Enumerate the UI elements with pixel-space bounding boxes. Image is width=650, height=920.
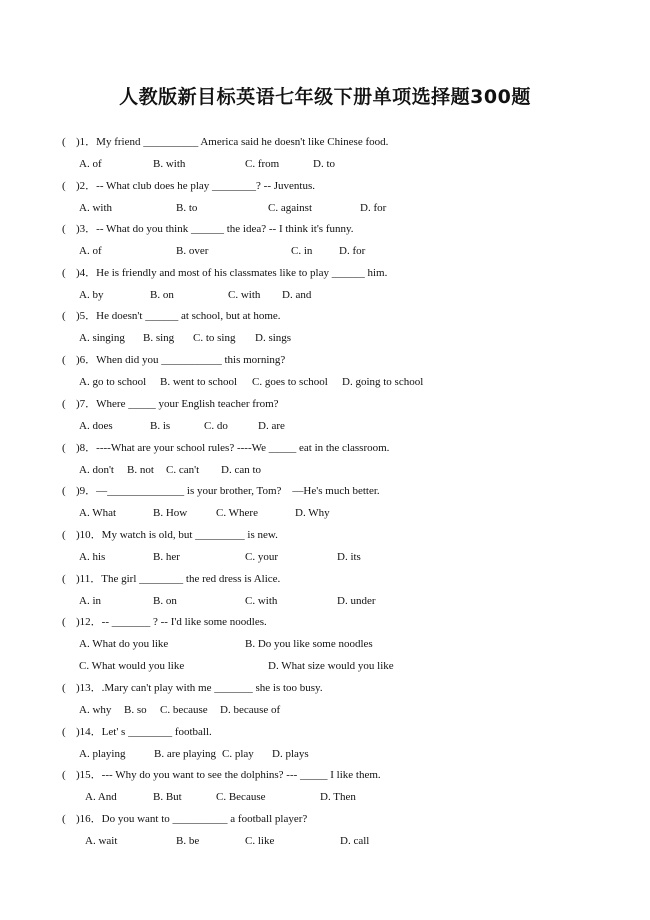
question-13-option-b: B. so [124, 704, 147, 716]
question-4-option-c: C. with [228, 289, 261, 301]
question-11-option-d: D. under [337, 595, 376, 607]
answer-blank-paren: ( [62, 485, 66, 497]
question-14-option-b: B. are playing [154, 748, 217, 760]
question-1-option-a: A. of [79, 158, 102, 170]
question-5-option-d: D. sings [255, 332, 292, 344]
question-9-option-b: B. How [153, 507, 188, 519]
question-12-option-c: C. What would you like [79, 660, 185, 672]
answer-blank-paren: ( [62, 769, 66, 781]
question-15-option-b: B. But [153, 791, 182, 803]
question-text: )15．--- Why do you want to see the dolphins? --- _____ I like them. [76, 769, 381, 781]
question-text: )11．The girl ________ the red dress is Alice. [76, 573, 281, 585]
question-5-option-a: A. singing [79, 332, 125, 344]
question-16-option-c: C. like [245, 835, 275, 847]
question-13-option-a: A. why [79, 704, 112, 716]
question-9-option-d: D. Why [295, 507, 330, 519]
question-1-option-c: C. from [245, 158, 280, 170]
question-14-option-d: D. plays [272, 748, 309, 760]
question-7-option-a: A. does [79, 420, 113, 432]
question-7-option-c: C. do [204, 420, 228, 432]
question-text: )6．When did you ___________ this morning? [76, 354, 286, 366]
question-8-option-b: B. not [127, 464, 154, 476]
question-4-option-a: A. by [79, 289, 104, 301]
question-4-option-b: B. on [150, 289, 174, 301]
answer-blank-paren: ( [62, 682, 66, 694]
question-9-option-c: C. Where [216, 507, 258, 519]
question-10-option-b: B. her [153, 551, 180, 563]
question-15-option-d: D. Then [320, 791, 356, 803]
question-text: )1．My friend __________ America said he doesn't like Chinese food. [76, 136, 389, 148]
answer-blank-paren: ( [62, 726, 66, 738]
question-15-option-a: A. And [85, 791, 117, 803]
question-2-option-d: D. for [360, 202, 387, 214]
question-9-option-a: A. What [79, 507, 117, 519]
question-12-option-b: B. Do you like some noodles [245, 638, 373, 650]
question-text: )12．-- _______ ? -- I'd like some noodles. [76, 616, 267, 628]
question-1-option-d: D. to [313, 158, 335, 170]
question-5-option-b: B. sing [143, 332, 175, 344]
question-16-option-a: A. wait [85, 835, 118, 847]
question-3-option-c: C. in [291, 245, 313, 257]
question-10-option-d: D. its [337, 551, 361, 563]
question-8-option-d: D. can to [221, 464, 262, 476]
question-text: )16．Do you want to __________ a football player? [76, 813, 308, 825]
answer-blank-paren: ( [62, 136, 66, 148]
question-11-option-b: B. on [153, 595, 177, 607]
answer-blank-paren: ( [62, 573, 66, 585]
question-2-option-c: C. against [268, 202, 312, 214]
question-text: )10．My watch is old, but _________ is new. [76, 529, 278, 541]
page-title: 人教版新目标英语七年级下册单项选择题300题 [119, 86, 531, 108]
answer-blank-paren: ( [62, 267, 66, 279]
question-7-option-d: D. are [258, 420, 285, 432]
answer-blank-paren: ( [62, 442, 66, 454]
question-6-option-d: D. going to school [342, 376, 424, 388]
question-5-option-c: C. to sing [193, 332, 236, 344]
answer-blank-paren: ( [62, 398, 66, 410]
question-text: )13．.Mary can't play with me _______ she is too busy. [76, 682, 323, 694]
question-text: )5．He doesn't ______ at school, but at home. [76, 310, 281, 322]
answer-blank-paren: ( [62, 310, 66, 322]
question-text: )2．-- What club does he play ________? -- Juventus. [76, 180, 315, 192]
question-text: )14．Let' s ________ football. [76, 726, 212, 738]
answer-blank-paren: ( [62, 813, 66, 825]
question-16-option-b: B. be [176, 835, 200, 847]
question-12-option-a: A. What do you like [79, 638, 169, 650]
question-text: )8．----What are your school rules? ----We _____ eat in the classroom. [76, 442, 390, 454]
question-15-option-c: C. Because [216, 791, 266, 803]
question-14-option-a: A. playing [79, 748, 126, 760]
answer-blank-paren: ( [62, 616, 66, 628]
question-12-option-d: D. What size would you like [268, 660, 394, 672]
answer-blank-paren: ( [62, 223, 66, 235]
question-14-option-c: C. play [222, 748, 254, 760]
question-3-option-a: A. of [79, 245, 102, 257]
question-6-option-c: C. goes to school [252, 376, 328, 388]
question-text: )4．He is friendly and most of his classmates like to play ______ him. [76, 267, 388, 279]
answer-blank-paren: ( [62, 354, 66, 366]
question-6-option-a: A. go to school [79, 376, 147, 388]
question-11-option-c: C. with [245, 595, 278, 607]
question-6-option-b: B. went to school [160, 376, 237, 388]
question-11-option-a: A. in [79, 595, 101, 607]
question-text: )7．Where _____ your English teacher from? [76, 398, 279, 410]
question-13-option-c: C. because [160, 704, 208, 716]
question-16-option-d: D. call [340, 835, 370, 847]
question-7-option-b: B. is [150, 420, 171, 432]
question-8-option-c: C. can't [166, 464, 200, 476]
question-13-option-d: D. because of [220, 704, 281, 716]
question-text: )3．-- What do you think ______ the idea? -- I think it's funny. [76, 223, 354, 235]
question-10-option-c: C. your [245, 551, 278, 563]
question-3-option-d: D. for [339, 245, 366, 257]
question-8-option-a: A. don't [79, 464, 114, 476]
question-2-option-b: B. to [176, 202, 198, 214]
question-1-option-b: B. with [153, 158, 186, 170]
question-4-option-d: D. and [282, 289, 312, 301]
answer-blank-paren: ( [62, 529, 66, 541]
question-2-option-a: A. with [79, 202, 112, 214]
answer-blank-paren: ( [62, 180, 66, 192]
question-text: )9．—______________ is your brother, Tom? —He's much better. [76, 485, 380, 497]
question-10-option-a: A. his [79, 551, 106, 563]
question-3-option-b: B. over [176, 245, 209, 257]
